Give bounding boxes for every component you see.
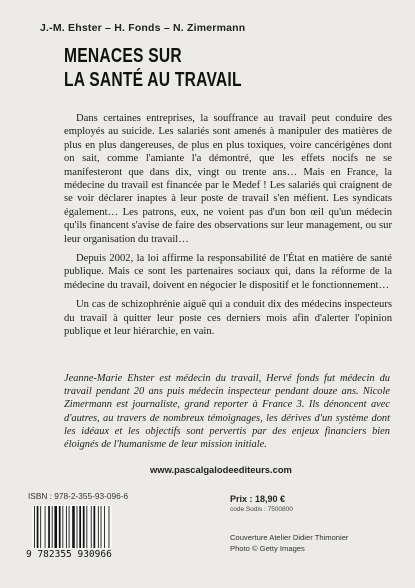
photo-credit: Photo © Getty Images [230,544,305,553]
barcode-bars [32,505,112,549]
barcode-bar [62,506,63,548]
blurb-paragraph-2: Depuis 2002, la loi affirme la responsabilité de l'État en matière de santé publique. Mais ce sont les partenaires sociaux qui, dans la réforme de la médecine du travail, doivent en négocier le dispositif et le fonctionnement… [64,253,392,291]
barcode-bar [101,506,102,548]
barcode-bar [98,506,99,548]
barcode-bar [52,506,53,548]
barcode-bar [40,506,41,548]
sodis-code: code Sodis : 7500800 [230,506,293,513]
barcode-bar [45,506,46,548]
publisher-website: www.pascalgalodeediteurs.com [150,464,292,475]
book-title [64,44,298,92]
barcode-bar [66,506,67,548]
authors-line: J.-M. Ehster – H. Fonds – N. Zimermann [40,22,246,34]
barcode-bar [59,506,61,548]
barcode-bar [77,506,78,548]
blurb-paragraph-1: Dans certaines entreprises, la souffrance au travail peut conduire des employés au suicide. Les salariés sont amenés à manipuler des matières de plus en plus dangereuses, de plus en plus toxiques, voire cancérigènes dont on sait, comme l'amiante l'a démontré, que les effets nocifs ne se manifesteront que dans dix, vingt ou trente ans… Mais en France, la médecine du travail est financée par le Medef ! Les salariés qui craignent de se voir déclarer inaptes à leur poste de travail s'en méfient. Les syndicats également… Les patrons, eux, ne voient pas d'un bon œil qu'un médecin qu'ils financent s'avise de faire des observations sur leur management, ou sur leur organisation du travail… [64,113,392,245]
blurb-paragraph-3: Un cas de schizophrénie aiguë qui a conduit dix des médecins inspecteurs du travail à quitter leur poste ces derniers mois afin d'alerter l'opinion publique et leur hiérarchie, en vain. [64,299,392,338]
barcode-bar [34,506,35,548]
blurb [64,112,392,345]
barcode-bar [83,506,85,548]
barcode-bar [86,506,87,548]
barcode-bar [91,506,92,548]
title-line-1: MENACES SUR [64,45,182,67]
barcode-bar [54,506,57,548]
barcode-bar [109,506,110,548]
barcode-bar [79,506,81,548]
cover-credit: Couverture Atelier Didier Thimonier [230,533,349,542]
barcode-bar [48,506,50,548]
barcode-digits: 9 782355 930966 [26,549,112,560]
author-bio: Jeanne-Marie Ehster est médecin du travail, Hervé fonds fut médecin du travail pendant 20 ans puis médecin inspecteur pendant douze ans. Nicole Zimermann est journaliste, grand reporter à France 3. Ils dénoncent avec d'autres, au travers de nombreux témoignages, les dérives d'un système dont les idéaux et les objectifs sont pervertis par des enjeux financiers bien éloignés de l'humanisme de leur mission initiale. [64,373,390,451]
barcode-bar [94,506,96,548]
title-line-2: LA SANTÉ AU TRAVAIL [64,69,242,91]
price: Prix : 18,90 € [230,494,286,504]
barcode-bar [104,506,105,548]
barcode-bar [72,506,75,548]
isbn: ISBN : 978-2-355-93-096-6 [28,491,129,501]
barcode-bar [37,506,39,548]
barcode-bar [69,506,70,548]
barcode [32,505,112,549]
